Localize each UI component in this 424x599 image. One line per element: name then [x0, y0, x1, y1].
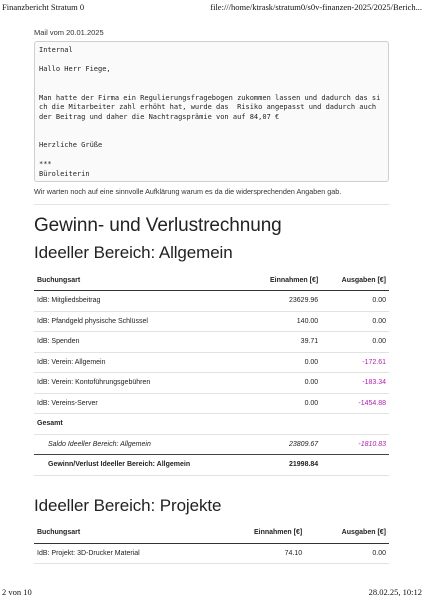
- column-header-buchungsart: Buchungsart: [34, 523, 215, 544]
- mail-line: ***: [39, 160, 52, 168]
- row-label: IdB: Verein: Allgemein: [34, 352, 248, 373]
- row-income: 0.00: [248, 393, 321, 414]
- column-header-buchungsart: Buchungsart: [34, 270, 248, 291]
- divider: [34, 204, 389, 205]
- table-row: [34, 543, 389, 564]
- mail-line: Herzliche Grüße: [39, 141, 103, 149]
- saldo-income: 23809.67: [248, 434, 321, 455]
- total-label: Gewinn/Verlust Ideeller Bereich: Allgemein: [34, 455, 248, 476]
- row-expense: 0.00: [321, 311, 389, 332]
- table-row: [34, 373, 389, 394]
- total-value: 21998.84: [248, 455, 321, 476]
- row-income: 39.71: [248, 332, 321, 353]
- saldo-label: Saldo Ideeller Bereich: Allgemein: [34, 434, 248, 455]
- mail-date: Mail vom 20.01.2025: [34, 28, 104, 37]
- section-title-allgemein: Ideeller Bereich: Allgemein: [34, 243, 233, 262]
- mail-line: Man hatte der Firma ein Regulierungsfragebogen zukommen lassen und dadurch das sich die Mitarbeiter zahl erhöht hat, wurde das Risiko angepasst und dadurch auch der Beitrag und daher die Nachtragsprämie von auf 84,07 €: [39, 93, 381, 121]
- table-total-row: [34, 455, 389, 476]
- mail-quote-box: [34, 41, 389, 182]
- table-row: [34, 311, 389, 332]
- report-heading: Gewinn- und Verlustrechnung: [34, 215, 282, 236]
- row-expense: 0.00: [321, 291, 389, 312]
- table-row: [34, 332, 389, 353]
- row-label: IdB: Projekt: 3D-Drucker Material: [34, 543, 215, 564]
- row-income: 23629.96: [248, 291, 321, 312]
- row-income: 140.00: [248, 311, 321, 332]
- saldo-expense: -1810.83: [321, 434, 389, 455]
- table-row: [34, 352, 389, 373]
- table-row: [34, 393, 389, 414]
- table-group-row: [34, 414, 389, 435]
- row-income: 0.00: [248, 352, 321, 373]
- mail-line: Internal: [39, 46, 73, 54]
- row-expense: -183.34: [321, 373, 389, 394]
- section-title-projekte: Ideeller Bereich: Projekte: [34, 495, 222, 515]
- row-label: IdB: Vereins-Server: [34, 393, 248, 414]
- row-label: IdB: Verein: Kontoführungsgebühren: [34, 373, 248, 394]
- table-allgemein: [34, 270, 389, 476]
- column-header-ausgaben: Ausgaben [€]: [321, 270, 389, 291]
- table-projekte: [34, 523, 389, 565]
- row-label: IdB: Mitgliedsbeitrag: [34, 291, 248, 312]
- row-income: 74.10: [215, 543, 305, 564]
- column-header-einnahmen: Einnahmen [€]: [215, 523, 305, 544]
- table-row: [34, 291, 389, 312]
- row-expense: -1454.88: [321, 393, 389, 414]
- page-indicator: 2 von 10: [2, 587, 32, 597]
- mail-note: Wir warten noch auf eine sinnvolle Aufklärung warum es da die widersprechenden Angaben gab.: [34, 187, 342, 196]
- table-header-row: [34, 270, 389, 291]
- group-label: Gesamt: [34, 414, 248, 435]
- browser-page-title: Finanzbericht Stratum 0: [2, 2, 85, 12]
- row-expense: -172.61: [321, 352, 389, 373]
- row-label: IdB: Pfandgeld physische Schlüssel: [34, 311, 248, 332]
- browser-page-url: file:///home/ktrask/stratum0/s0v-finanzen-2025/2025/Berich...: [210, 2, 422, 12]
- print-timestamp: 28.02.25, 10:12: [368, 587, 422, 597]
- document-content: [34, 28, 389, 564]
- table-saldo-row: [34, 434, 389, 455]
- table-header-row: [34, 523, 389, 544]
- row-expense: 0.00: [321, 332, 389, 353]
- mail-line: Hallo Herr Fiege,: [39, 65, 111, 73]
- column-header-ausgaben: Ausgaben [€]: [305, 523, 389, 544]
- column-header-einnahmen: Einnahmen [€]: [248, 270, 321, 291]
- row-label: IdB: Spenden: [34, 332, 248, 353]
- row-expense: 0.00: [305, 543, 389, 564]
- row-income: 0.00: [248, 373, 321, 394]
- mail-line: Büroleiterin: [39, 169, 90, 178]
